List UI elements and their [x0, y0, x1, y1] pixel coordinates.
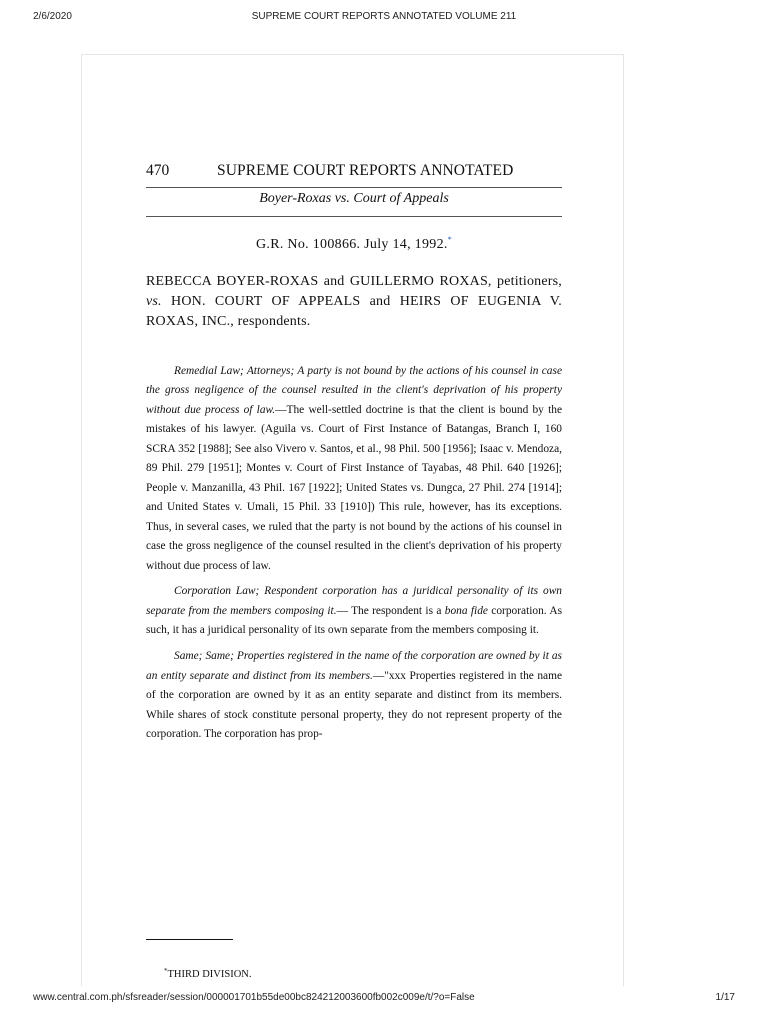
versus: vs.	[146, 294, 162, 309]
petitioners: REBECCA BOYER-ROXAS and GUILLERMO ROXAS, petitioners,	[146, 274, 562, 289]
print-page-count: 1/17	[715, 992, 735, 1003]
print-header	[0, 11, 768, 25]
syllabus-heading: Remedial Law; Attorneys; A party is not bound by the actions of his counsel in case the gross negligence of the counsel resulted in the client's deprivation of his property without due process of law.	[146, 365, 562, 416]
syllabus-text: — The respondent is a	[336, 604, 445, 617]
syllabus-text: —"xxx Properties registered in the name of the corporation are owned by it as an entity separate and distinct from its members. While shares of stock constitute personal property, they do not represent property of the corporation. The corporation has prop-	[146, 669, 563, 741]
gr-number	[146, 235, 562, 253]
respondents: HON. COURT OF APPEALS and HEIRS OF EUGENIA V. ROXAS, INC., respondents.	[146, 294, 562, 329]
syllabus-emphasis: bona fide	[444, 604, 488, 617]
syllabus-heading: Corporation Law; Respondent corporation has a juridical personality of its own separate from the members composing it.	[146, 585, 562, 617]
syllabus-paragraph	[146, 582, 562, 640]
footnote	[164, 967, 252, 980]
gr-text: G.R. No. 100866. July 14, 1992.	[255, 237, 448, 252]
print-date: 2/6/2020	[33, 11, 72, 22]
print-url: www.central.com.ph/sfsreader/session/000001701b55de00bc824212003600fb002c009e/t/?o=False	[33, 992, 475, 1003]
document-page	[81, 54, 624, 986]
print-title: SUPREME COURT REPORTS ANNOTATED VOLUME 211	[251, 11, 517, 22]
footnote-text: THIRD DIVISION.	[167, 969, 252, 980]
header-rule-bottom	[146, 216, 562, 217]
footnote-rule	[146, 939, 233, 940]
syllabus-paragraph	[146, 647, 562, 744]
journal-title: SUPREME COURT REPORTS ANNOTATED	[217, 162, 514, 179]
syllabus-text: —The well-settled doctrine is that the client is bound by the mistakes of his lawyer. (Aguila vs. Court of First Instance of Batangas, Branch I, 160 SCRA 352 [1988]; See also Vivero v. Santos, et al., 98 Phil. 500 [1956]; Isaac v. Mendoza, 89 Phil. 279 [1951]; Montes v. Court of First Instance of Tayabas, 48 Phil. 640 [1926]; People v. Manzanilla, 43 Phil. 167 [1922]; United States vs. Dungca, 27 Phil. 274 [1914]; and United States v. Umali, 15 Phil. 33 [1910]) This rule, however, has its exceptions. Thus, in several cases, we ruled that the party is not bound by the actions of his counsel in case the gross negligence of the counsel resulted in the client's deprivation of his property without due process of law.	[146, 403, 562, 572]
syllabus	[146, 362, 562, 751]
page-number: 470	[146, 162, 170, 179]
syllabus-heading: Same; Same; Properties registered in the name of the corporation are owned by it as an entity separate and distinct from its members.	[146, 650, 562, 682]
footnote-ref-link[interactable]: *	[447, 235, 452, 244]
syllabus-text: corporation. As such, it has a juridical personality of its own separate from the members composing it.	[146, 604, 562, 637]
case-title: Boyer-Roxas vs. Court of Appeals	[259, 191, 449, 206]
parties	[146, 272, 562, 332]
syllabus-paragraph	[146, 362, 562, 576]
footnote-mark: *	[164, 967, 168, 975]
header-rule-top	[146, 187, 562, 188]
running-head	[146, 162, 562, 182]
print-footer	[0, 992, 768, 1006]
